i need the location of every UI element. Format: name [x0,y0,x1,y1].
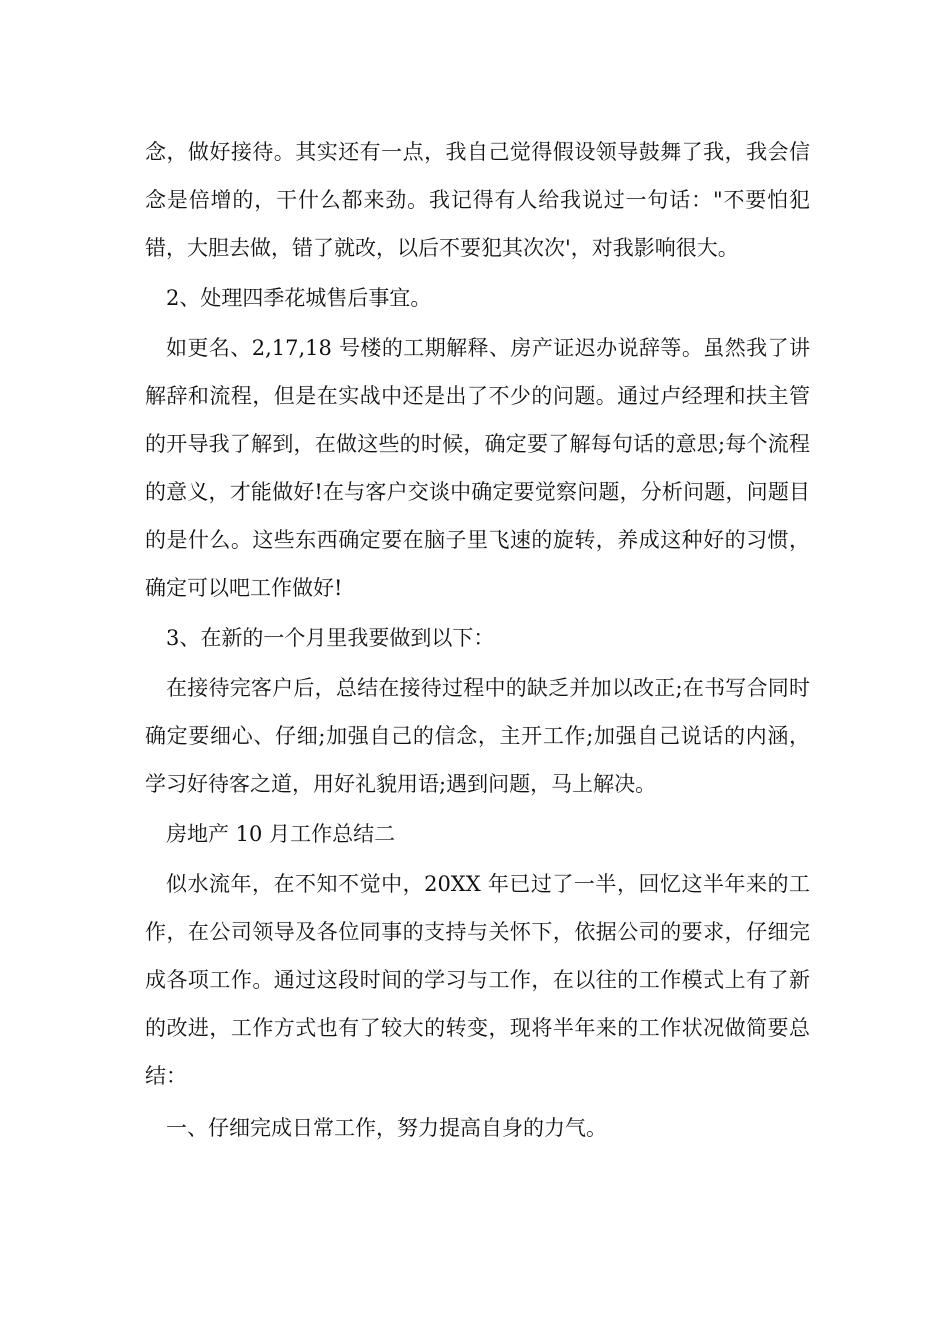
section-heading-one: 一、仔细完成日常工作，努力提高自身的力气。 [166,1116,607,1140]
paragraph-intro: 似水流年，在不知不觉中，20XX 年已过了一半，回忆这半年来的工作，在公司领导及各位同事的支持与关怀下，依据公司的要求，仔细完成各项工作。通过这段时间的学习与工作，在以往的工作模式上有了新的改进，工作方式也有了较大的转变，现将半年来的工作状况做简要总结： [145,872,810,1088]
paragraph-after-sales: 如更名、2,17,18 号楼的工期解释、房产证迟办说辞等。虽然我了讲解辞和流程，但是在实战中还是出了不少的问题。通过卢经理和扶主管的开导我了解到，在做这些的时候，确定要了解每句话的意思;每个流程的意义，才能做好!在与客户交谈中确定要觉察问题，分析问题，问题目的是什么。这些东西确定要在脑子里飞速的旋转，养成这种好的习惯，确定可以吧工作做好! [145,336,810,600]
document-body [145,128,810,1152]
paragraph-next-month: 在接待完客户后，总结在接待过程中的缺乏并加以改正;在书写合同时确定要细心、仔细;加强自己的信念，主开工作;加强自己说话的内涵，学习好待客之道，用好礼貌用语;遇到问题，马上解决。 [145,676,810,796]
paragraph-continuation: 念，做好接待。其实还有一点，我自己觉得假设领导鼓舞了我，我会信念是倍增的，干什么都来劲。我记得有人给我说过一句话："不要怕犯错，大胆去做，错了就改，以后不要犯其次次'，对我影响很大。 [145,140,810,260]
summary-title-2: 房地产 10 月工作总结二 [166,822,396,846]
section-heading-2: 2、处理四季花城售后事宜。 [166,286,432,310]
section-heading-3: 3、在新的一个月里我要做到以下： [166,626,495,650]
